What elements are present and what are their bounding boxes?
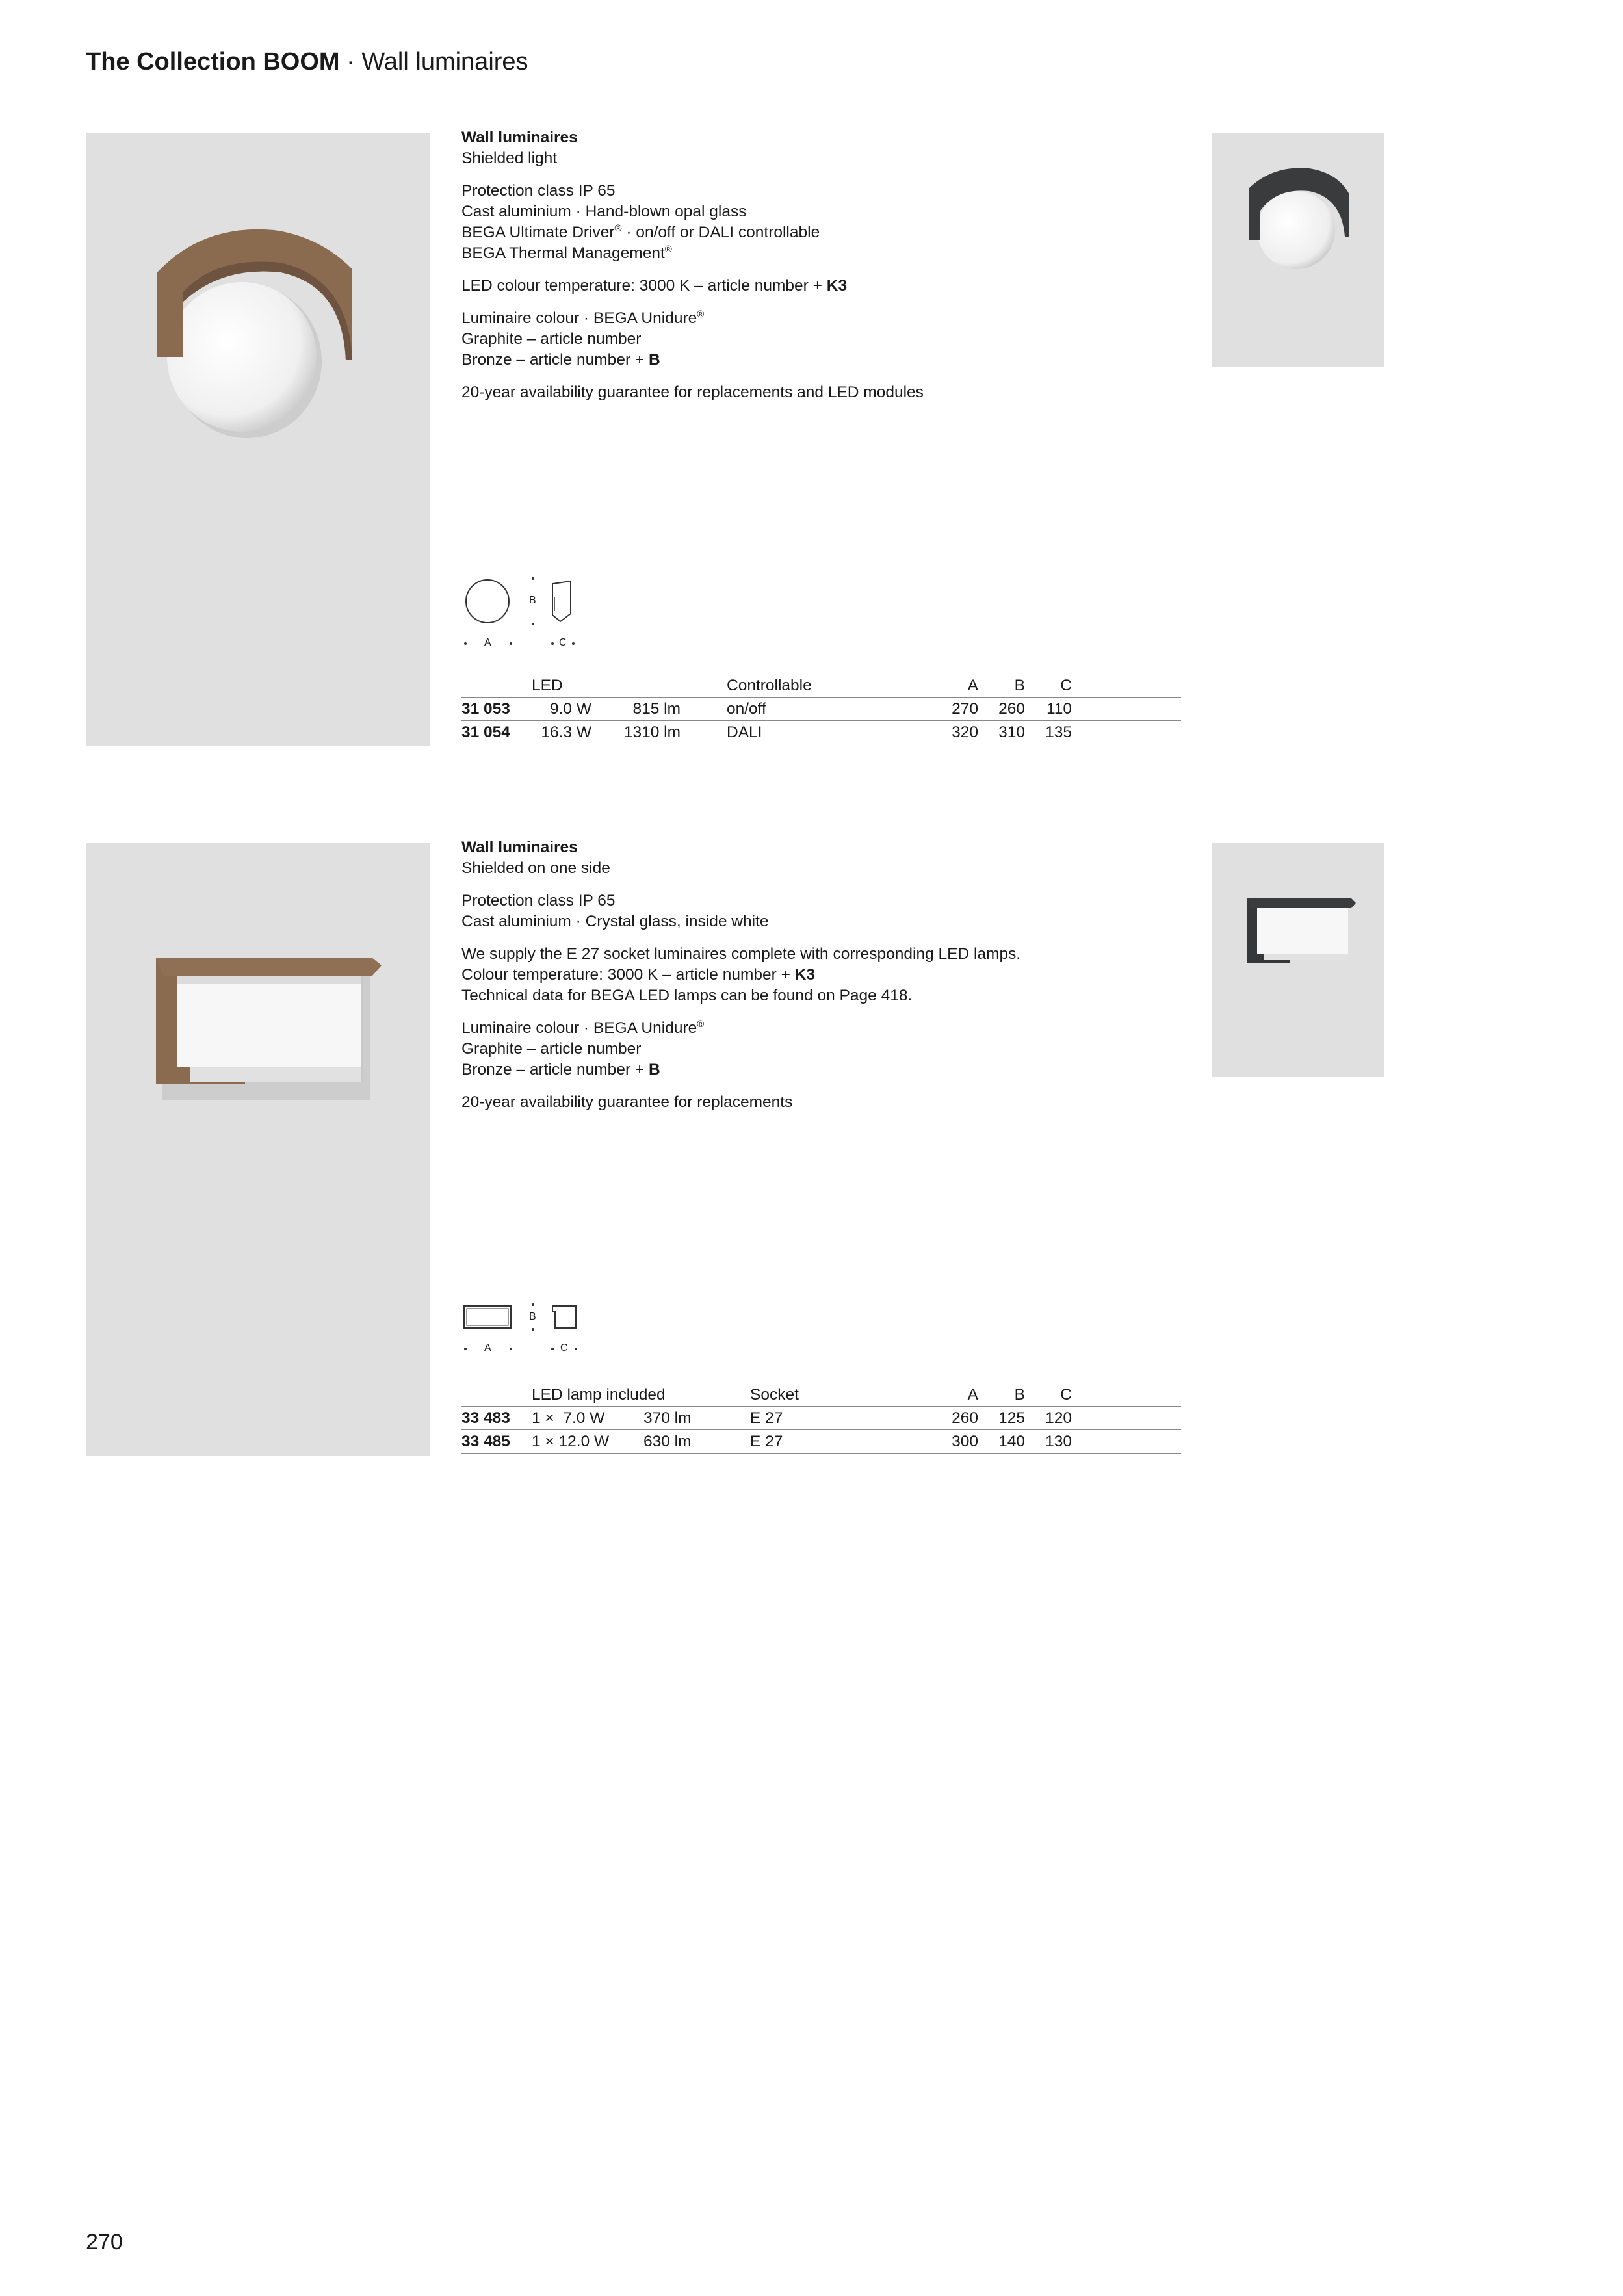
power: 16.3 W: [541, 724, 591, 741]
controllability: · on/off or DALI controllable: [621, 224, 820, 241]
col-header-light: LED: [532, 677, 563, 694]
dim-b: 260: [998, 700, 1025, 718]
col-header-c: C: [1060, 1386, 1072, 1403]
dim-a: 270: [952, 700, 978, 718]
socket: E 27: [750, 1409, 783, 1427]
table-row: [461, 1407, 1181, 1430]
product-photo-box-bronze: [86, 843, 430, 1456]
col-header-light: LED lamp included: [532, 1386, 666, 1403]
colour-graphite: Graphite – article number: [461, 330, 642, 348]
box-luminaire-graphite-illustration: [1212, 843, 1384, 1077]
driver: BEGA Ultimate Driver: [461, 224, 615, 241]
lamp-power: 1 × 12.0 W: [532, 1433, 610, 1450]
section2-subtitle: Shielded on one side: [461, 859, 610, 877]
controllable: on/off: [727, 700, 766, 718]
registered-mark: ®: [697, 308, 705, 320]
guarantee: 20-year availability guarantee for replacements: [461, 1093, 793, 1111]
lumen: 815 lm: [632, 700, 681, 718]
protection-class: Protection class IP 65: [461, 182, 616, 200]
dim-label-a: A: [484, 637, 491, 648]
dim-c: 120: [1045, 1409, 1072, 1427]
product-photo-round-bronze: [86, 133, 430, 746]
spec-table-2: [461, 1383, 1181, 1454]
lumen: 630 lm: [643, 1433, 692, 1450]
table-row: [461, 1430, 1181, 1454]
dim-a: 300: [952, 1433, 978, 1450]
dim-a: 260: [952, 1409, 978, 1427]
article-number: 31 054: [461, 724, 510, 741]
col-header-extra: Socket: [750, 1386, 799, 1403]
registered-mark: ®: [664, 243, 672, 255]
dim-c: 110: [1046, 700, 1072, 718]
product-photo-round-graphite: [1212, 133, 1384, 367]
dim-b: 125: [998, 1409, 1025, 1427]
luminaire-colour: Luminaire colour · BEGA Unidure: [461, 1019, 697, 1037]
category-title: Wall luminaires: [361, 48, 528, 75]
section2-description: [461, 837, 1176, 1125]
lumen: 370 lm: [643, 1409, 692, 1427]
col-header-a: A: [967, 1386, 978, 1403]
dim-c: 135: [1045, 724, 1072, 741]
lumen: 1310 lm: [623, 724, 681, 741]
dimension-diagram-icon: [461, 1298, 591, 1363]
colour-bronze-suffix: B: [649, 351, 660, 369]
power: 9.0 W: [550, 700, 591, 718]
round-luminaire-graphite-illustration: [1212, 133, 1384, 367]
colour-bronze-suffix: B: [649, 1061, 660, 1078]
header-separator: ·: [339, 48, 362, 75]
page-header: [86, 48, 528, 76]
supply-info: We supply the E 27 socket luminaires complete with corresponding LED lamps.: [461, 945, 1021, 963]
colour-temperature-suffix: K3: [794, 966, 816, 984]
col-header-b: B: [1014, 677, 1025, 694]
dim-c: 130: [1045, 1433, 1072, 1450]
colour-bronze: Bronze – article number +: [461, 1061, 649, 1078]
material: Cast aluminium · Crystal glass, inside white: [461, 913, 769, 930]
dimension-drawing: [461, 1298, 591, 1376]
section1-subtitle: Shielded light: [461, 150, 558, 167]
colour-bronze: Bronze – article number +: [461, 351, 649, 369]
colour-graphite: Graphite – article number: [461, 1040, 642, 1058]
dim-a: 320: [952, 724, 978, 741]
protection-class: Protection class IP 65: [461, 892, 616, 909]
table-header-row: [461, 674, 1181, 698]
registered-mark: ®: [697, 1018, 705, 1030]
technical-data-reference: Technical data for BEGA LED lamps can be found on Page 418.: [461, 987, 913, 1004]
col-header-c: C: [1060, 677, 1072, 694]
article-number: 33 483: [461, 1409, 510, 1427]
dim-b: 310: [998, 724, 1025, 741]
dim-label-b: B: [529, 595, 536, 606]
guarantee: 20-year availability guarantee for replacements and LED modules: [461, 384, 924, 401]
dim-b: 140: [998, 1433, 1025, 1450]
dimension-diagram-icon: [461, 572, 591, 650]
round-luminaire-illustration: [86, 133, 430, 746]
box-luminaire-illustration: [86, 843, 430, 1456]
registered-mark: ®: [614, 222, 622, 234]
dim-label-c: C: [560, 1342, 568, 1353]
article-number: 31 053: [461, 700, 510, 718]
table-row: [461, 698, 1181, 721]
col-header-b: B: [1014, 1386, 1025, 1403]
col-header-extra: Controllable: [727, 677, 812, 694]
dim-label-a: A: [484, 1342, 491, 1353]
collection-title: The Collection BOOM: [86, 48, 340, 75]
section1-description: [461, 127, 1176, 415]
section1-title: Wall luminaires: [461, 129, 578, 146]
controllable: DALI: [727, 724, 762, 741]
page-number: 270: [86, 2230, 123, 2254]
col-header-a: A: [967, 677, 978, 694]
section2-title: Wall luminaires: [461, 839, 578, 856]
colour-temperature: Colour temperature: 3000 K – article number +: [461, 966, 795, 984]
dimension-drawing: [461, 572, 591, 650]
dim-label-c: C: [559, 637, 567, 648]
table-header-row: [461, 1383, 1181, 1407]
spec-table-1: [461, 674, 1181, 744]
table-row: [461, 721, 1181, 744]
dim-label-b: B: [529, 1311, 536, 1322]
article-number: 33 485: [461, 1433, 510, 1450]
colour-temperature: LED colour temperature: 3000 K – article number +: [461, 277, 827, 294]
thermal-management: BEGA Thermal Management: [461, 244, 665, 262]
luminaire-colour: Luminaire colour · BEGA Unidure: [461, 309, 697, 327]
socket: E 27: [750, 1433, 783, 1450]
product-photo-box-graphite: [1212, 843, 1384, 1077]
lamp-power: 1 × 7.0 W: [532, 1409, 605, 1427]
colour-temperature-suffix: K3: [826, 277, 848, 294]
material: Cast aluminium · Hand-blown opal glass: [461, 203, 747, 220]
